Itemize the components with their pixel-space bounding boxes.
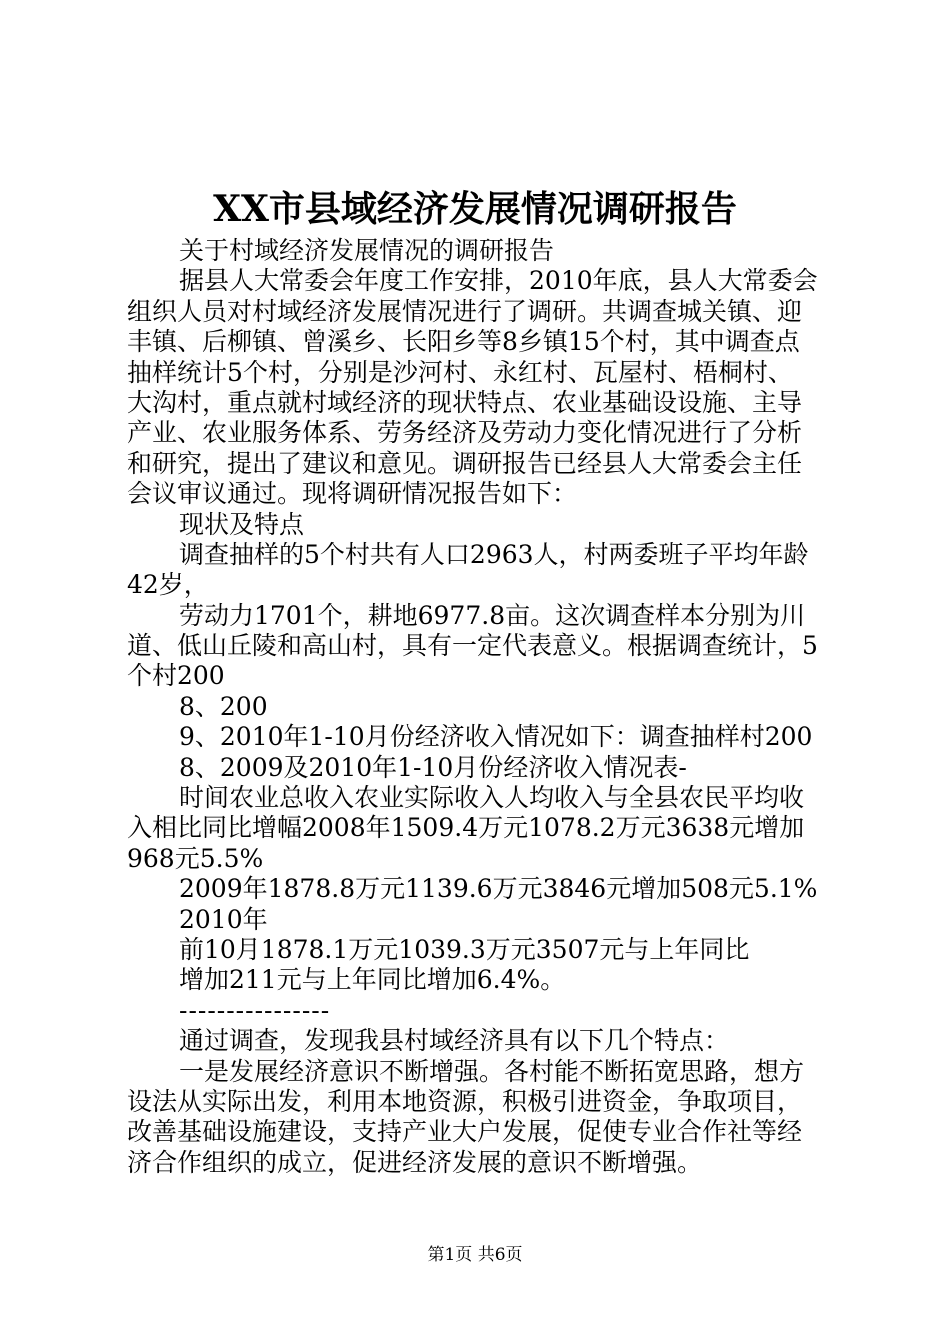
separator-line: ----------------	[179, 995, 331, 1025]
body-line: 会议审议通过。现将调研情况报告如下：	[127, 479, 578, 509]
body-line: 9、2010年1-10月份经济收入情况如下：调查抽样村200	[179, 722, 813, 752]
body-line: 入相比同比增幅2008年1509.4万元1078.2万元3638元增加	[127, 813, 805, 843]
body-line: 和研究，提出了建议和意见。调研报告已经县人大常委会主任	[127, 448, 803, 478]
body-line: 增加211元与上年同比增加6.4%。	[179, 965, 566, 995]
body-line: 8、2009及2010年1-10月份经济收入情况表-	[179, 752, 687, 782]
body-line: 道、低山丘陵和高山村，具有一定代表意义。根据调查统计，5	[127, 631, 818, 661]
body-line: 组织人员对村域经济发展情况进行了调研。共调查城关镇、迎	[127, 296, 803, 326]
document-title: XX市县域经济发展情况调研报告	[213, 188, 737, 230]
body-line: 2010年	[179, 904, 268, 934]
body-line: 8、200	[179, 691, 268, 721]
body-line: 通过调查，发现我县村域经济具有以下几个特点：	[179, 1026, 730, 1056]
body-line: 大沟村，重点就村域经济的现状特点、农业基础设设施、主导	[127, 387, 803, 417]
body-line: 产业、农业服务体系、劳务经济及劳动力变化情况进行了分析	[127, 418, 803, 448]
body-line: 改善基础设施建设，支持产业大户发展，促使专业合作社等经	[127, 1117, 803, 1147]
body-line: 一是发展经济意识不断增强。各村能不断拓宽思路，想方	[179, 1056, 805, 1086]
body-line: 设法从实际出发，利用本地资源，积极引进资金，争取项目，	[127, 1086, 803, 1116]
body-line: 据县人大常委会年度工作安排，2010年底，县人大常委会	[179, 266, 818, 296]
body-line: 调查抽样的5个村共有人口2963人，村两委班子平均年龄	[179, 539, 809, 569]
body-line: 2009年1878.8万元1139.6万元3846元增加508元5.1%	[179, 874, 818, 904]
body-line: 劳动力1701个，耕地6977.8亩。这次调查样本分别为川	[179, 600, 806, 630]
body-line: 抽样统计5个村，分别是沙河村、永红村、瓦屋村、梧桐村、	[127, 357, 793, 387]
body-line: 个村200	[127, 661, 225, 691]
body-line: 前10月1878.1万元1039.3万元3507元与上年同比	[179, 934, 750, 964]
body-line: 关于村域经济发展情况的调研报告	[179, 236, 555, 265]
body-line: 时间农业总收入农业实际收入人均收入与全县农民平均收	[179, 783, 805, 813]
body-line: 968元5.5%	[127, 843, 264, 873]
document-body	[127, 236, 831, 1178]
page-footer: 第1页 共6页	[427, 1245, 523, 1265]
body-line: 济合作组织的成立，促进经济发展的意识不断增强。	[127, 1147, 703, 1177]
section-heading: 现状及特点	[179, 509, 305, 539]
body-line: 42岁，	[127, 570, 209, 600]
body-line: 丰镇、后柳镇、曾溪乡、长阳乡等8乡镇15个村，其中调查点	[127, 327, 800, 357]
